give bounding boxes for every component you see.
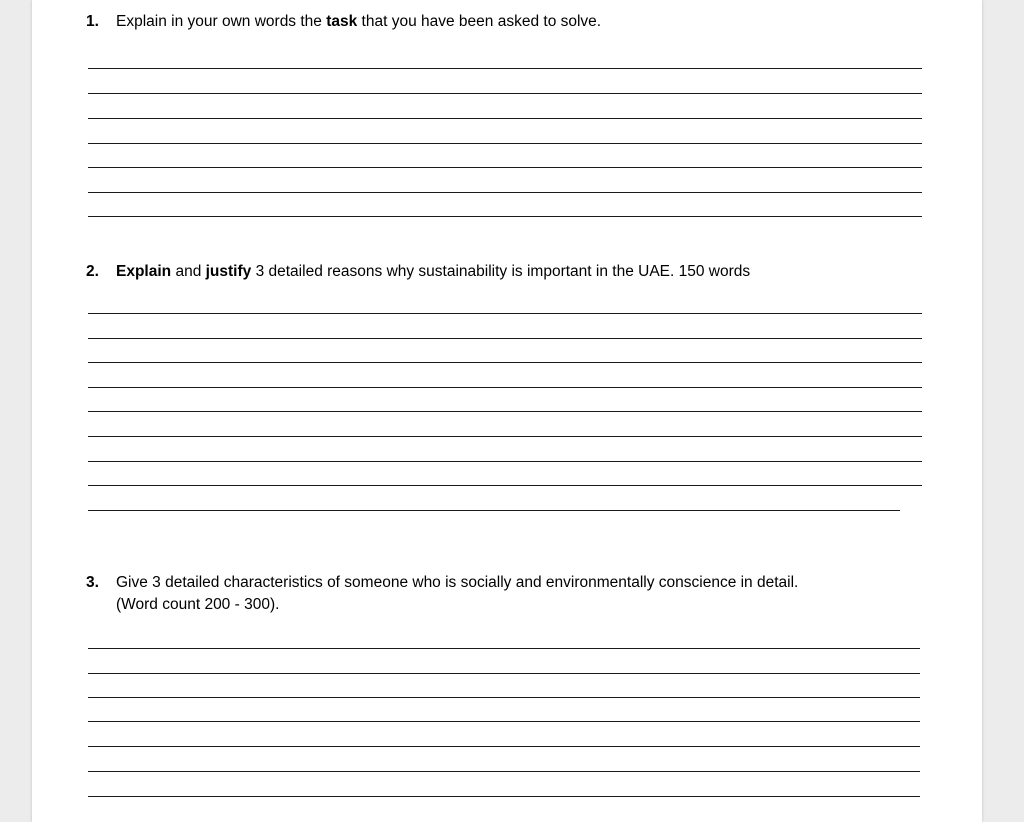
answer-line[interactable] (88, 436, 922, 437)
answer-line[interactable] (88, 461, 922, 462)
answer-line[interactable] (88, 313, 922, 314)
answer-line[interactable] (88, 648, 920, 649)
question-number: 1. (86, 13, 99, 30)
answer-line[interactable] (88, 362, 922, 363)
answer-line[interactable] (88, 143, 922, 144)
answer-line[interactable] (88, 411, 922, 412)
answer-line[interactable] (88, 93, 922, 94)
answer-line[interactable] (88, 796, 920, 797)
answer-line[interactable] (88, 485, 922, 486)
answer-line[interactable] (88, 338, 922, 339)
question-text: Explain and justify 3 detailed reasons why sustainability is important in the UAE. 150 words (116, 263, 751, 280)
answer-line[interactable] (88, 192, 922, 193)
answer-line[interactable] (88, 68, 922, 69)
answer-line[interactable] (88, 167, 922, 168)
question-number: 2. (86, 263, 99, 280)
answer-line[interactable] (88, 510, 900, 511)
answer-line[interactable] (88, 216, 922, 217)
question-number: 3. (86, 574, 99, 591)
answer-line[interactable] (88, 118, 922, 119)
answer-line[interactable] (88, 771, 920, 772)
question-text: Give 3 detailed characteristics of someone who is socially and environmentally conscience in detail. (Word count 200 - 300). (116, 574, 799, 613)
answer-line[interactable] (88, 746, 920, 747)
question-text: Explain in your own words the task that you have been asked to solve. (116, 13, 602, 30)
answer-line[interactable] (88, 673, 920, 674)
answer-line[interactable] (88, 697, 920, 698)
answer-line[interactable] (88, 721, 920, 722)
answer-line[interactable] (88, 387, 922, 388)
